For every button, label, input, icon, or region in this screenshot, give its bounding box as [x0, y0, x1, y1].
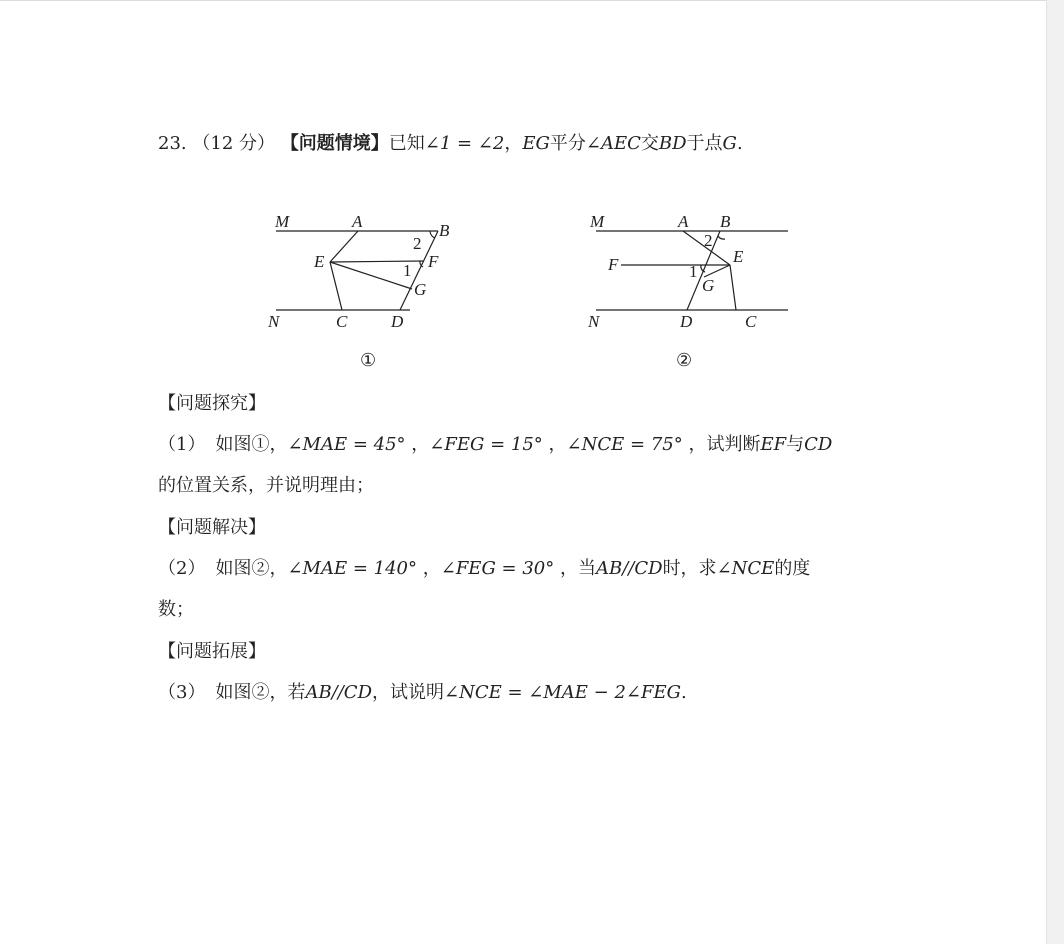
section-intro-heading: 【问题情境】 [280, 133, 389, 154]
question-2-line-1 [158, 556, 810, 582]
point-E: E [733, 247, 744, 266]
point-C: C [745, 312, 757, 331]
point-A: A [352, 212, 363, 231]
figure-1-label: ① [360, 350, 377, 371]
text: 平分 [549, 133, 586, 154]
question-1-line-2: 的位置关系，并说明理由； [158, 475, 374, 496]
text: ， [542, 434, 567, 455]
point-C: C [336, 312, 348, 331]
text: 时，求 [662, 558, 717, 579]
math: AB//CD [305, 682, 373, 703]
text: ，试说明 [372, 682, 445, 703]
point-D: D [680, 312, 693, 331]
point-M: M [275, 212, 290, 231]
text: ， [417, 558, 441, 579]
point-N: N [268, 312, 280, 331]
math: BD [658, 133, 687, 154]
segment-EC [330, 262, 342, 310]
angle-2-arc [718, 236, 725, 239]
section-explore-heading: 【问题探究】 [158, 393, 266, 414]
point-B: B [439, 221, 450, 240]
text: ， [554, 558, 578, 579]
math: ∠NCE = 75° [566, 434, 683, 455]
math: ∠NCE = ∠MAE − 2∠FEG [444, 682, 682, 703]
math: ∠FEG = 15° [429, 434, 543, 455]
math: AB//CD [596, 558, 663, 579]
text: 已知 [388, 133, 425, 154]
question-number: （2） [158, 558, 206, 579]
top-border [0, 0, 1064, 1]
problem-score: （12 分） [192, 133, 276, 154]
question-3-line-1 [158, 680, 687, 706]
point-F: F [608, 255, 619, 274]
text: 如图②，若 [215, 682, 306, 703]
text: ， [504, 133, 523, 154]
math: ∠NCE [716, 558, 775, 579]
text: ， [405, 434, 430, 455]
question-2-line-2: 数； [158, 599, 194, 620]
point-A: A [678, 212, 689, 231]
problem-number: 23. [158, 133, 187, 154]
point-F: F [428, 252, 439, 271]
figure-2 [580, 205, 800, 335]
segment-EG [330, 262, 412, 289]
math: ∠MAE = 140° [287, 558, 417, 579]
math: ∠1 = ∠2 [424, 133, 505, 154]
text: 如图①， [215, 434, 288, 455]
text: . [736, 133, 743, 154]
text: 的度 [774, 558, 811, 579]
text: 当 [578, 558, 596, 579]
angle-1-label: 1 [689, 262, 698, 281]
section-extend-heading: 【问题拓展】 [158, 641, 266, 662]
text: 于点 [686, 133, 723, 154]
segment-AE [330, 231, 358, 262]
point-M: M [590, 212, 605, 231]
question-number: （1） [158, 434, 206, 455]
text: 交 [640, 133, 659, 154]
angle-2-arc [430, 231, 435, 238]
math: ∠AEC [585, 133, 641, 154]
figure-1 [260, 205, 460, 335]
point-E: E [314, 252, 325, 271]
angle-2-label: 2 [413, 234, 422, 253]
point-G: G [702, 276, 715, 295]
figure-2-label: ② [676, 350, 693, 371]
point-D: D [391, 312, 404, 331]
text: 如图②， [215, 558, 288, 579]
angle-2-label: 2 [704, 231, 713, 250]
math: ∠FEG = 30° [440, 558, 555, 579]
math: G [722, 133, 737, 154]
section-solve-heading: 【问题解决】 [158, 517, 266, 538]
math: EG [522, 133, 550, 154]
text: 试判断 [706, 434, 761, 455]
question-number: （3） [158, 682, 206, 703]
point-G: G [414, 280, 427, 299]
math: CD [804, 434, 833, 455]
segment-EC [730, 265, 736, 310]
math: ∠MAE = 45° [287, 434, 406, 455]
text: . [681, 682, 687, 703]
text: 与 [786, 434, 805, 455]
problem-statement [158, 131, 743, 157]
point-B: B [720, 212, 731, 231]
math: EF [760, 434, 787, 455]
angle-1-label: 1 [403, 261, 412, 280]
question-1-line-1 [158, 432, 832, 458]
point-N: N [588, 312, 600, 331]
text: ， [682, 434, 707, 455]
scrollbar[interactable] [1046, 0, 1064, 944]
